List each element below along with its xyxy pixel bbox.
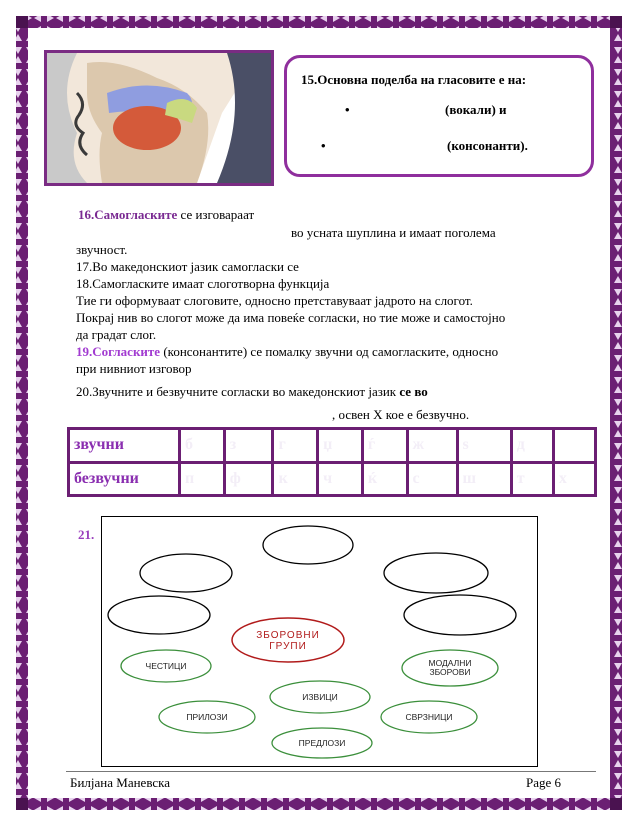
table-cell: ѕ [457,429,511,463]
center-label: ГРУПИ [269,641,307,652]
bullet: • [345,102,350,117]
q15-item-consonants: (консонанти). [447,138,528,153]
green-oval-label: ЗБОРОВИ [429,667,471,677]
table-cell: ѓ [362,429,407,463]
q16-label: 16.Самогласките [78,207,178,222]
green-oval-label: ПРЕДЛОЗИ [298,738,346,748]
table-cell: ч [318,462,363,496]
q16-text-b: во усната шуплина и имаат поголема [291,225,496,240]
table-cell: х [553,462,595,496]
q16-text-a: се изговараат [180,207,255,222]
center-label: ЗБОРОВНИ [256,630,320,641]
q20-line2: , освен Х кое е безвучно. [332,407,470,422]
footer-page-number: Page 6 [526,775,562,790]
table-cell: ж [407,429,457,463]
q15-title: 15.Основна поделба на гласовите е на: [301,72,527,87]
green-oval-label: ПРИЛОЗИ [186,712,228,722]
mouth-anatomy-image [44,50,274,186]
table-cell: џ [318,429,363,463]
q20-bold: се во [399,384,428,399]
paragraph-line: Покрај нив во слогот може да има повеќе согласки, но тие може и самостојно [76,310,506,325]
table-cell: ќ [362,462,407,496]
q21-label: 21. [78,527,95,542]
empty-oval [263,526,353,564]
empty-oval [384,553,488,593]
table-cell: г [273,429,318,463]
green-oval-label: ИЗВИЦИ [302,692,338,702]
q18-text: 18.Самогласките имаат слоготворна функција [76,276,330,291]
table-cell: с [407,462,457,496]
table-cell: з [224,429,273,463]
empty-oval [404,595,516,635]
q20-line [76,384,428,400]
q19-text: (консонантите) се помалку звучни од самогласките, односно [163,344,499,359]
table-cell: к [273,462,318,496]
table-cell: т [511,462,553,496]
q15-item-vowels: (вокали) и [445,102,507,117]
green-oval-label: СВРЗНИЦИ [405,712,453,722]
table-cell: ш [457,462,511,496]
bullet: • [321,138,326,153]
q16-line [78,207,254,223]
table-cell [553,429,595,463]
table-cell: ф [224,462,273,496]
footer-author: Билјана Маневска [70,775,171,790]
q19-line [76,344,498,360]
q17-text: 17.Во македонскиот јазик самогласки се [76,259,299,274]
row-label-voiceless: безвучни [69,462,180,496]
consonant-table [67,427,597,497]
q16-text-c: звучност. [76,242,128,257]
table-cell: д [511,429,553,463]
question-15-box [284,55,594,177]
paragraph-line: да градат слог. [76,327,157,342]
footer-divider [66,771,596,772]
table-cell: б [180,429,225,463]
q20-text: 20.Звучните и безвучните согласки во македонскиот јазик [76,384,397,399]
q19-label: 19.Согласките [76,344,161,359]
green-oval-label: ЧЕСТИЦИ [145,661,187,671]
empty-oval [108,596,210,634]
paragraph-line: Тие ги оформуваат слоговите, односно претставуваат јадрото на слогот. [76,293,473,308]
table-cell: п [180,462,225,496]
table-row [69,429,596,463]
row-label-voiced: звучни [69,429,180,463]
word-groups-diagram [101,516,538,767]
empty-oval [140,554,232,592]
table-row [69,462,596,496]
green-oval-label: МОДАЛНИ [428,658,472,668]
q19-text2: при нивниот изговор [76,361,192,376]
